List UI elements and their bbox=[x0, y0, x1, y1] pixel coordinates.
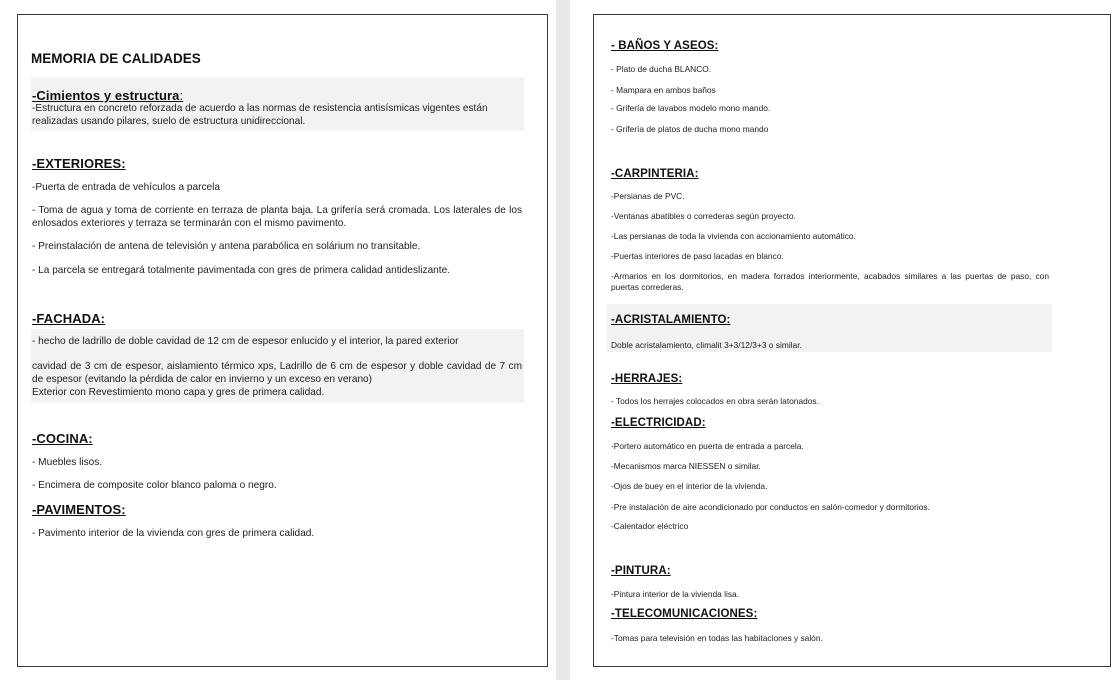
cimientos-text: -Estructura en concreto reforzada de acuerdo a las normas de resistencia antisísmicas vigentes están realizadas usando pilares, suelo de estructura unidireccional. bbox=[32, 103, 488, 127]
fachada-line: cavidad de 3 cm de espesor, aislamiento térmico xps, Ladrillo de 6 cm de espesor y doble cavidad de 7 cm de espesor (evitando la pérdida de calor en invierno y un exceso en verano) bbox=[32, 361, 522, 385]
list-item: -Persianas de PVC. bbox=[611, 191, 685, 201]
list-item: Doble acristalamiento, climalit 3+3/12/3+3 o similar. bbox=[611, 340, 802, 350]
section-heading-telecomunicaciones: -TELECOMUNICACIONES: bbox=[611, 608, 758, 620]
list-item: -Tomas para televisión en todas las habitaciones y salón. bbox=[611, 633, 823, 643]
section-heading-cocina: -COCINA: bbox=[32, 431, 93, 446]
section-heading-pavimentos: -PAVIMENTOS: bbox=[32, 502, 126, 517]
page-gutter bbox=[556, 0, 570, 680]
list-item: -Las persianas de toda la vivienda con accionamiento automático. bbox=[611, 231, 856, 241]
section-heading-carpinteria: -CARPINTERIA: bbox=[611, 168, 699, 180]
list-item: -Mecanismos marca NIESSEN o similar. bbox=[611, 461, 761, 471]
document-title: MEMORIA DE CALIDADES bbox=[31, 51, 201, 66]
list-item: -Pintura interior de la vivienda lisa. bbox=[611, 589, 740, 599]
list-item: -Puerta de entrada de vehículos a parcela bbox=[32, 182, 220, 193]
section-heading-exteriores: -EXTERIORES: bbox=[32, 156, 126, 171]
list-item: - Encimera de composite color blanco paloma o negro. bbox=[32, 480, 277, 491]
list-item: -Puertas interiores de paso lacadas en blanco. bbox=[611, 251, 784, 261]
list-item: - Toma de agua y toma de corriente en terraza de planta baja. La grifería será cromada. Los laterales de los enlosados exteriores y terraza se terminarán con el mismo pavimento. bbox=[32, 205, 522, 229]
list-item: - La parcela se entregará totalmente pavimentada con gres de primera calidad antideslizante. bbox=[32, 265, 451, 276]
list-item: - Grifería de lavabos modelo mono mando. bbox=[611, 103, 771, 113]
list-item: -Ojos de buey en el interior de la vivienda. bbox=[611, 481, 768, 491]
section-heading-cimientos: -Cimientos y estructura: bbox=[32, 88, 184, 103]
list-item: - Grifería de platos de ducha mono mando bbox=[611, 124, 769, 134]
document-page-right bbox=[593, 14, 1111, 667]
list-item: - Todos los herrajes colocados en obra serán latonados. bbox=[611, 396, 819, 406]
document-page-left bbox=[17, 14, 548, 667]
list-item: -Armarios en los dormitorios, en madera forrados interiormente, acabados similares a las puertas de paso, con puertas correderas. bbox=[611, 271, 1049, 293]
list-item: - Muebles lisos. bbox=[32, 457, 103, 468]
section-heading-herrajes: -HERRAJES: bbox=[611, 373, 683, 385]
section-heading-fachada: -FACHADA: bbox=[32, 311, 106, 326]
section-heading-acristalamiento: -ACRISTALAMIENTO: bbox=[611, 314, 731, 326]
list-item: - Preinstalación de antena de televisión y antena parabólica en solárium no transitable. bbox=[32, 241, 421, 252]
section-heading-banos: - BAÑOS Y ASEOS: bbox=[611, 40, 719, 52]
list-item: -Calentador eléctrico bbox=[611, 521, 689, 531]
section-heading-electricidad: -ELECTRICIDAD: bbox=[611, 417, 706, 429]
list-item: -Pre instalación de aire acondicionado por conductos en salón-comedor y dormitorios. bbox=[611, 502, 930, 512]
list-item: - Pavimento interior de la vivienda con gres de primera calidad. bbox=[32, 528, 315, 539]
fachada-line: - hecho de ladrillo de doble cavidad de 12 cm de espesor enlucido y el interior, la pared exterior bbox=[32, 336, 459, 347]
list-item: -Portero automático en puerta de entrada a parcela. bbox=[611, 441, 804, 451]
fachada-line: Exterior con Revestimiento mono capa y gres de primera calidad. bbox=[32, 387, 325, 398]
section-heading-pintura: -PINTURA: bbox=[611, 565, 671, 577]
list-item: - Plato de ducha BLANCO. bbox=[611, 64, 712, 74]
list-item: -Ventanas abatibles o correderas según proyecto. bbox=[611, 211, 796, 221]
list-item: - Mampara en ambos baños bbox=[611, 85, 716, 95]
